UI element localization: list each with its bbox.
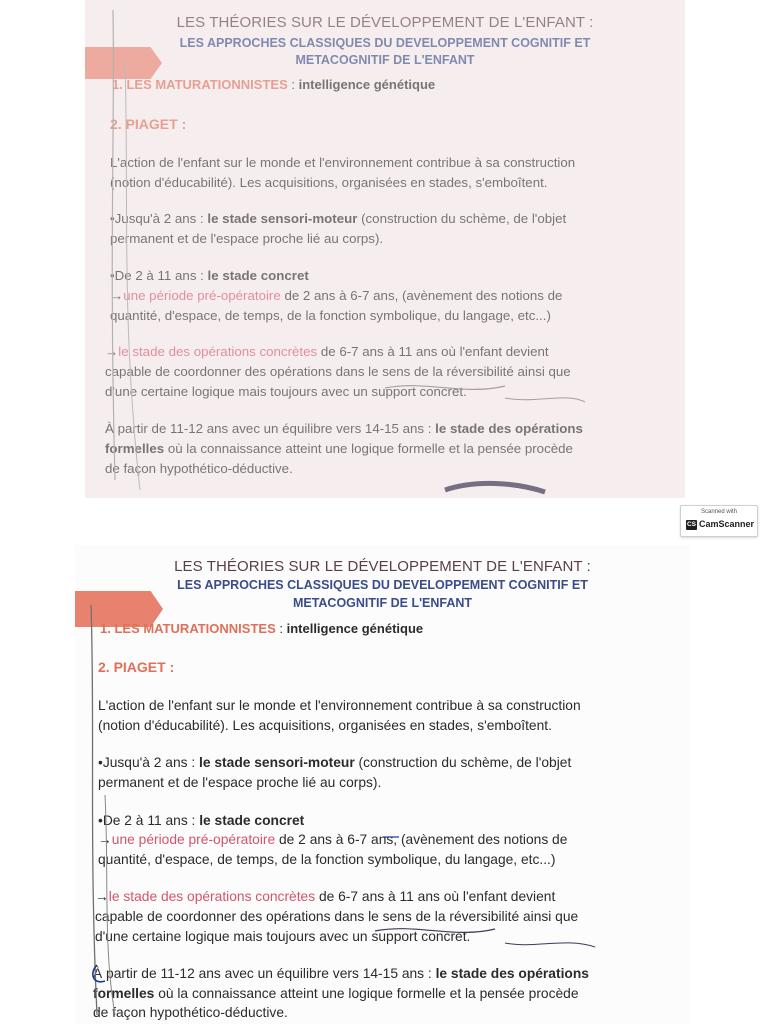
page-content-top	[85, 0, 685, 498]
scanned-page-top	[85, 0, 685, 498]
document-subtitle-line1: LES APPROCHES CLASSIQUES DU DEVELOPPEMENT COGNITIF ET	[177, 578, 588, 592]
document-subtitle-line1: LES APPROCHES CLASSIQUES DU DEVELOPPEMENT COGNITIF ET	[179, 36, 591, 50]
stage3-line2: formelles où la connaissance atteint une logique formelle et la pensée procède	[105, 441, 573, 456]
stage2a-line1: →une période pré-opératoire de 2 ans à 6-7 ans, (avènement des notions de	[110, 288, 563, 303]
stage3-line2: formelles où la connaissance atteint une logique formelle et la pensée procède	[93, 986, 579, 1001]
stage2b-line2: capable de coordonner des opérations dans le sens de la réversibilité ainsi que	[95, 909, 579, 924]
scanned-page-bottom	[75, 545, 690, 1024]
stage2b-line1: →le stade des opérations concrètes de 6-7 ans à 11 ans où l'enfant devient	[105, 344, 549, 359]
stage2a-line2: quantité, d'espace, de temps, de la fonction symbolique, du langage, etc...)	[110, 308, 551, 323]
stage1-line2: permanent et de l'espace proche lié au corps).	[110, 231, 384, 246]
stage2a-line1: →une période pré-opératoire de 2 ans à 6-7 ans, (avènement des notions de	[98, 832, 568, 847]
section1-heading: 1. LES MATURATIONNISTES	[100, 621, 276, 636]
stage2a-line2: quantité, d'espace, de temps, de la fonction symbolique, du langage, etc...)	[98, 852, 556, 867]
stage1-line2: permanent et de l'espace proche lié au corps).	[98, 775, 382, 790]
section1-text: intelligence génétique	[298, 77, 436, 92]
section1-line: 1. LES MATURATIONNISTES : intelligence génétique	[100, 621, 424, 636]
stage2-line: •De 2 à 11 ans : le stade concret	[110, 268, 309, 283]
stage2b-line3: d'une certaine logique mais toujours avec un support concret.	[105, 384, 467, 399]
intro-line2: (notion d'éducabilité). Les acquisitions, organisées en stades, s'emboîtent.	[98, 718, 552, 733]
stage3-line3: de façon hypothético-déductive.	[93, 1005, 288, 1020]
page-content-bottom	[75, 545, 690, 1024]
section1-text: intelligence génétique	[286, 621, 424, 636]
camscanner-badge	[680, 505, 758, 537]
camscanner-name: CamScanner	[699, 519, 755, 529]
intro-line1: L'action de l'enfant sur le monde et l'environnement contribue à sa construction	[110, 155, 576, 170]
section2-heading: 2. PIAGET :	[98, 659, 175, 675]
camscanner-caption: Scanned with	[700, 509, 738, 515]
intro-line2: (notion d'éducabilité). Les acquisitions, organisées en stades, s'emboîtent.	[110, 175, 548, 190]
stage2-line: •De 2 à 11 ans : le stade concret	[98, 813, 305, 828]
stage2b-line1: →le stade des opérations concrètes de 6-7 ans à 11 ans où l'enfant devient	[95, 889, 556, 904]
stage2b-line3: d'une certaine logique mais toujours avec un support concret.	[95, 929, 471, 944]
camscanner-logo-icon: CS	[686, 521, 697, 528]
intro-line1: L'action de l'enfant sur le monde et l'environnement contribue à sa construction	[98, 698, 581, 713]
stage3-line1: À partir de 11-12 ans avec un équilibre vers 14-15 ans : le stade des opérations	[105, 421, 583, 436]
section1-heading: 1. LES MATURATIONNISTES	[112, 77, 288, 92]
section1-line: 1. LES MATURATIONNISTES : intelligence génétique	[112, 77, 436, 92]
stage1-line1: •Jusqu'à 2 ans : le stade sensori-moteur (construction du schème, de l'objet	[110, 211, 567, 226]
stage3-line3: de façon hypothético-déductive.	[105, 461, 293, 476]
document-title: LES THÉORIES SUR LE DÉVELOPPEMENT DE L'ENFANT :	[176, 14, 594, 31]
handwriting-marks-bottom	[75, 545, 690, 1024]
stage1-line1: •Jusqu'à 2 ans : le stade sensori-moteur (construction du schème, de l'objet	[98, 755, 572, 770]
document-title: LES THÉORIES SUR LE DÉVELOPPEMENT DE L'ENFANT :	[174, 558, 591, 575]
document-subtitle-line2: METACOGNITIF DE L'ENFANT	[295, 53, 475, 67]
handwriting-marks-top	[85, 0, 685, 498]
stage3-line1: À partir de 11-12 ans avec un équilibre vers 14-15 ans : le stade des opérations	[93, 966, 589, 981]
section2-heading: 2. PIAGET :	[110, 116, 187, 132]
stage2b-line2: capable de coordonner des opérations dans le sens de la réversibilité ainsi que	[105, 364, 571, 379]
document-subtitle-line2: METACOGNITIF DE L'ENFANT	[292, 596, 473, 610]
